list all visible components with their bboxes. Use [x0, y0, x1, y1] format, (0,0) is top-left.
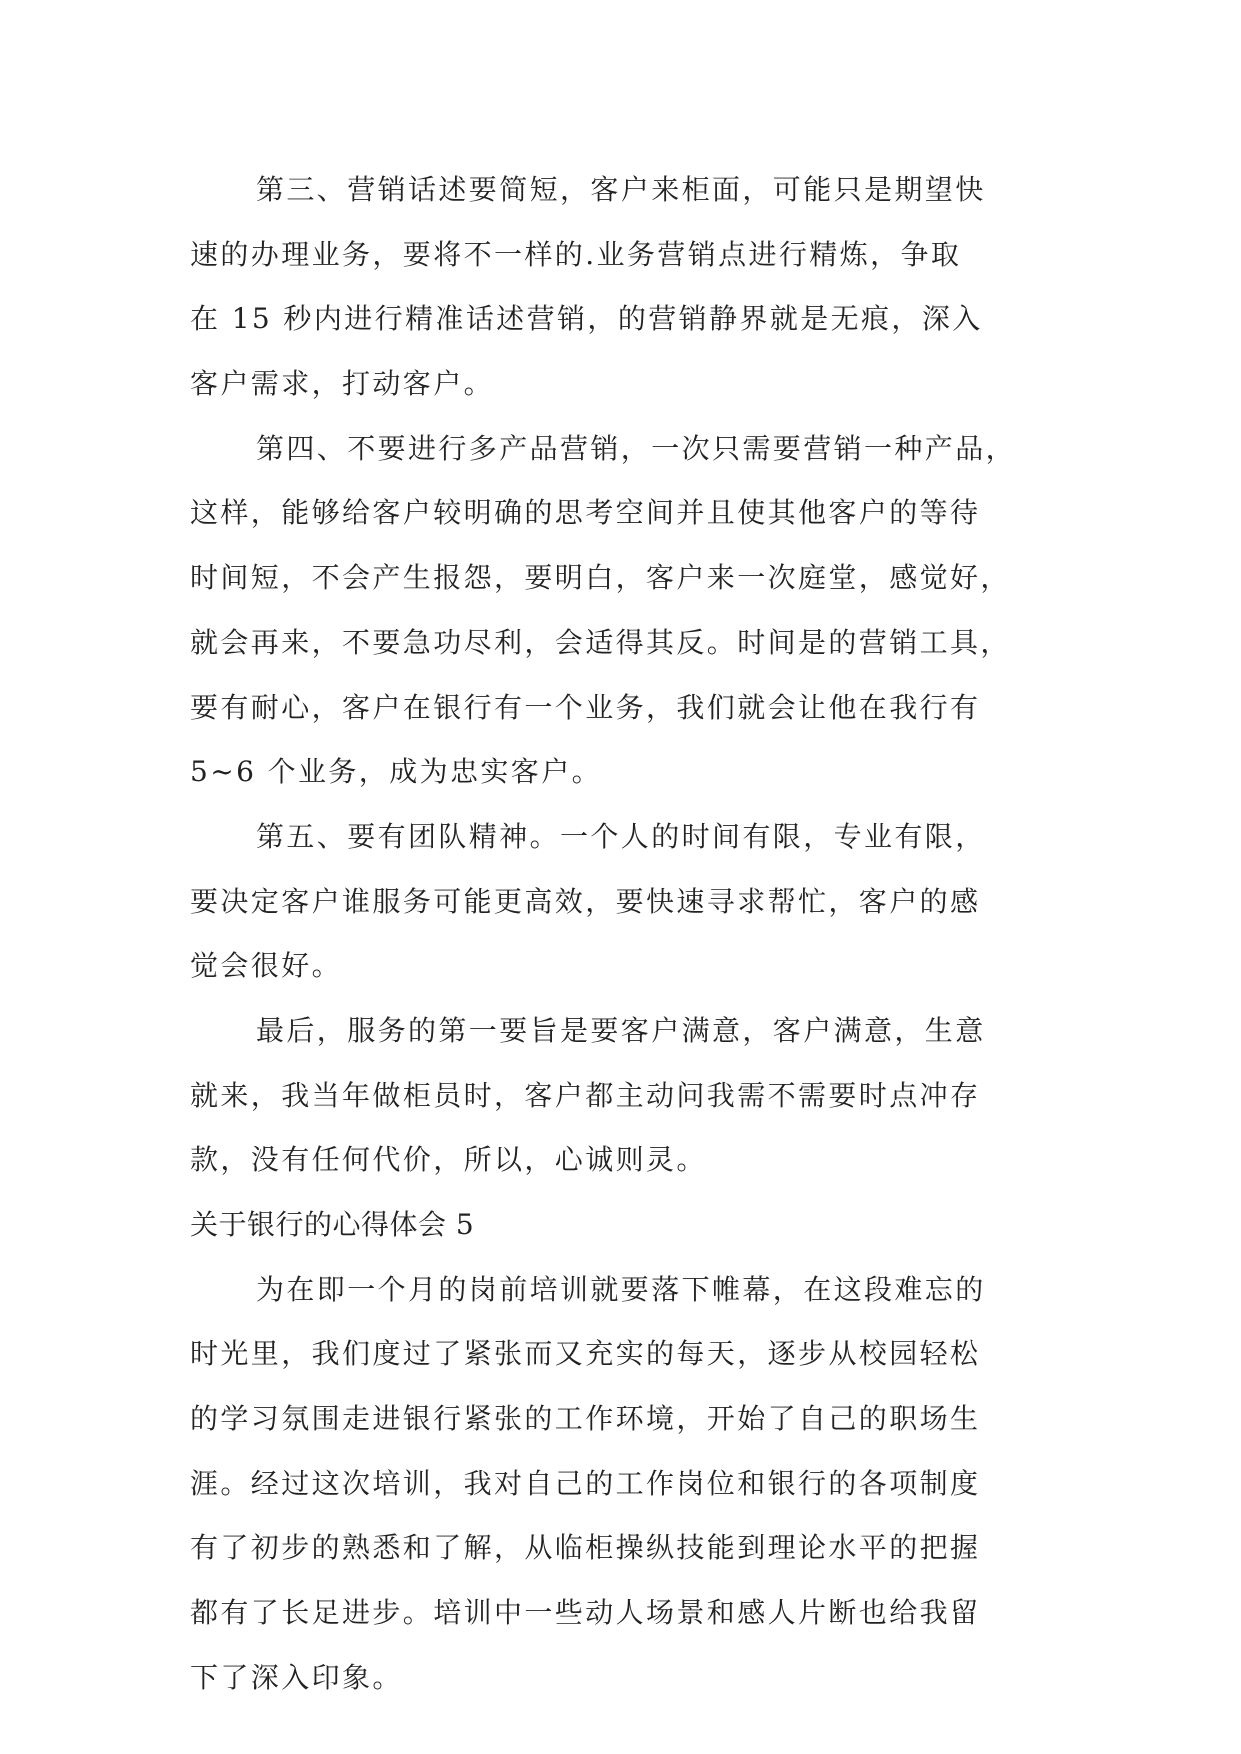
- paragraph-line: 款，没有任何代价，所以，心诚则灵。: [190, 1143, 707, 1177]
- paragraph-line: 要决定客户谁服务可能更高效，要快速寻求帮忙，客户的感: [190, 884, 981, 918]
- paragraph-line: 的学习氛围走进银行紧张的工作环境，开始了自己的职场生: [190, 1402, 981, 1436]
- paragraph-line: 觉会很好。: [190, 949, 343, 983]
- paragraph-line: 第三、营销话述要简短，客户来柜面，可能只是期望快: [256, 173, 986, 206]
- paragraph-line: 第四、不要进行多产品营销，一次只需要营销一种产品，: [256, 431, 1017, 465]
- paragraph-line: 5~6 个业务，成为忠实客户。: [190, 755, 602, 789]
- paragraph-line: 时光里，我们度过了紧张而又充实的每天，逐步从校园轻松: [190, 1337, 981, 1371]
- document-body: [190, 158, 1050, 1711]
- paragraph-line: 在 15 秒内进行精准话述营销，的营销静界就是无痕，深入: [190, 302, 983, 336]
- paragraph-line: 速的办理业务，要将不一样的.业务营销点进行精炼，争取: [190, 237, 962, 271]
- paragraph-line: 就来，我当年做柜员时，客户都主动问我需不需要时点冲存: [190, 1078, 981, 1112]
- paragraph-line: 有了初步的熟悉和了解，从临柜操纵技能到理论水平的把握: [190, 1531, 981, 1565]
- paragraph-line: 这样，能够给客户较明确的思考空间并且使其他客户的等待: [190, 496, 981, 530]
- paragraph-line: 都有了长足进步。培训中一些动人场景和感人片断也给我留: [190, 1596, 981, 1630]
- paragraph-line: 涯。经过这次培训，我对自己的工作岗位和银行的各项制度: [190, 1466, 981, 1500]
- paragraph-line: 客户需求，打动客户。: [190, 367, 495, 401]
- paragraph-line: 第五、要有团队精神。一个人的时间有限，专业有限，: [256, 819, 986, 853]
- paragraph-line: 最后，服务的第一要旨是要客户满意，客户满意，生意: [256, 1013, 986, 1047]
- paragraph-line: 就会再来，不要急功尽利，会适得其反。时间是的营销工具，: [190, 625, 1011, 659]
- paragraph-line: 时间短，不会产生报怨，要明白，客户来一次庭堂，感觉好，: [190, 561, 1011, 595]
- section-heading: 关于银行的心得体会 5: [190, 1208, 475, 1241]
- paragraph-line: 为在即一个月的岗前培训就要落下帷幕，在这段难忘的: [256, 1272, 986, 1306]
- paragraph-line: 下了深入印象。: [190, 1660, 403, 1694]
- paragraph-line: 要有耐心，客户在银行有一个业务，我们就会让他在我行有: [190, 690, 981, 724]
